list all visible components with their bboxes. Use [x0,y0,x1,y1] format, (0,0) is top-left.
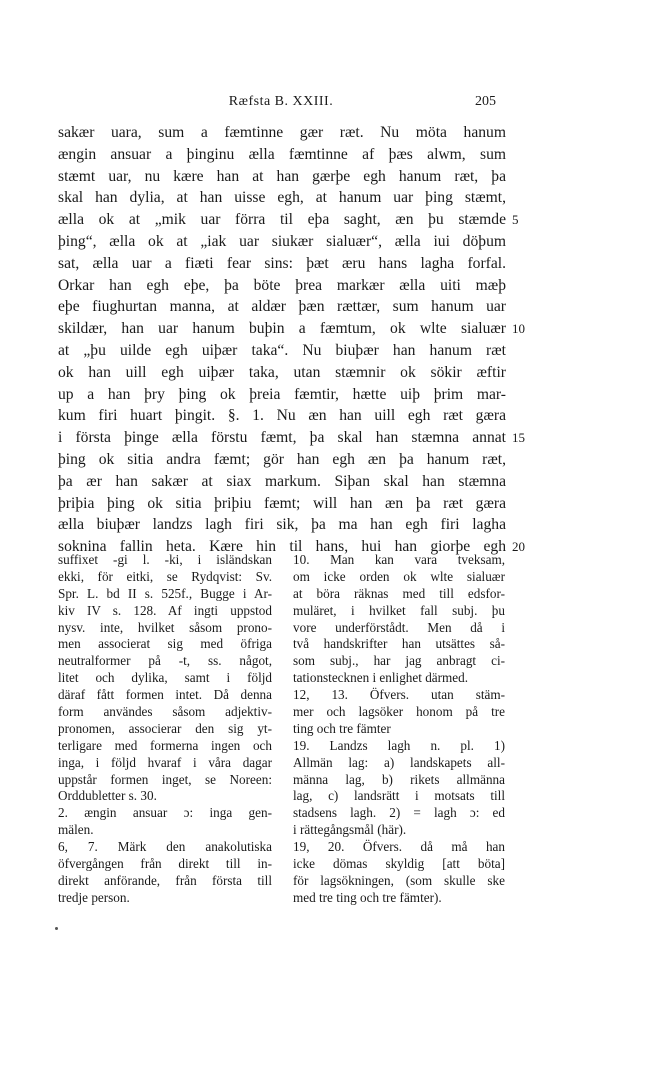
note-line: lag, c) landsrätt i motsats till [293,788,505,804]
note-line: däraf fått formen intet. Då denna [58,687,272,703]
line-number: 10 [512,321,525,337]
text-line: up a han þry þing ok þreia fæmtir, hætte uiþ þrim mar- [58,385,506,403]
line-number: 5 [512,212,519,228]
note-line: två handskrifter han utsättes så- [293,636,505,652]
note-line: tredje person. [58,889,130,905]
text-line: ængin ansuar a þinginu ælla fæmtinne af þæs alwm, sum [58,145,506,163]
note-line: männa lag, b) rikets allmänna [293,771,505,787]
text-line: eþe fiughurtan manna, at aldær þæn rættær, sum hanum uar [58,298,506,316]
text-line: at „þu uilde egh uiþær taka“. Nu biuþær han hanum ræt [58,341,506,359]
note-line: ting och tre fämter [293,720,391,736]
note-line: form användes såsom adjektiv- [58,704,272,720]
text-line: þing ok sitia andra fæmt; gör han egh æn þa hanum ræt, [58,450,506,468]
note-line: 2. ængin ansuar ɔ: inga gen- [58,805,272,821]
note-line: ekki, för eitki, se Rydqvist: Sv. [58,568,272,584]
note-line: terligare med formerna ingen och [58,737,272,753]
note-line: litet och dylika, samt i följd [58,670,272,686]
notes-left-column [58,552,272,907]
notes-right-column [293,552,505,907]
note-line: Orddubletter s. 30. [58,788,157,804]
line-number: 15 [512,430,525,446]
note-line: pronomen, associerar den sig yt- [58,720,272,736]
text-line: ælla biuþær landzs lagh firi sik, þa ma han egh firi lagha [58,516,506,534]
text-line: stæmt uar, nu kære han at han gærþe egh hanum ræt, þa [58,167,506,185]
stray-mark [55,927,58,930]
note-line: men associerat sig med öfriga [58,636,272,652]
note-line: kiv IV s. 128. Af ingti uppstod [58,602,272,618]
note-line: 10. Man kan vara tveksam, [293,552,505,567]
note-line: mer och lagsöker honom på tre [293,704,505,720]
note-line: för lagsökningen, (som skulle ske [293,872,505,888]
running-header [58,94,504,118]
line-number: 20 [512,539,525,555]
note-line: i rättegångsmål (här). [293,822,407,838]
note-line: muläret, i hvilket fall subj. þu [293,602,505,618]
note-line: med tre ting och tre fämter). [293,889,442,905]
note-line: at böra räknas med till edsfor- [293,585,505,601]
note-line: öfvergången från direkt till in- [58,856,272,872]
note-line: Spr. L. bd II s. 525f., Bugge i Ar- [58,585,272,601]
note-line: inga, i följd hvaraf i våra dagar [58,754,272,770]
text-line: þing“, ælla ok at „iak uar siukær sialuær“, ælla iui döþum [58,232,506,250]
note-line: som subj., har jag anbragt ci- [293,653,505,669]
text-line: ælla ok at „mik uar förra til eþa saght, æn þu stæmde 5 [58,209,506,231]
main-text [58,122,525,558]
note-line: uppstår formen inget, se Noreen: [58,771,272,787]
note-line: mälen. [58,822,94,838]
note-line: nysv. inte, hvilket såsom prono- [58,619,272,635]
note-line: tationstecknen i enlighet därmed. [293,670,469,686]
note-line: 19. Landzs lagh n. pl. 1) [293,737,505,753]
text-line: kum firi huart þingit. §. 1. Nu æn han uill egh ræt gæra [58,407,506,425]
text-line: sakær uara, sum a fæmtinne gær ræt. Nu möta hanum [58,124,506,141]
note-line: icke dömas skyldig [att böta] [293,856,505,872]
text-line: i första þinge ælla förstu fæmt, þa skal han stæmna annat 15 [58,427,506,449]
text-line: soknina fallin heta. Kære hin til hans, hui han giorþe egh 20 [58,536,506,558]
text-line: Orkar han egh eþe, þa böte þrea markær ælla uiti mæþ [58,276,506,294]
note-line: 6, 7. Märk den anakolutiska [58,839,272,855]
note-line: suffixet -gi l. -ki, i isländskan [58,552,272,567]
note-line: neutralformer på -t, ss. något, [58,653,272,669]
note-line: direkt anförande, från första till [58,872,272,888]
note-line: Allmän lag: a) landskapets all- [293,754,505,770]
note-line: 19, 20. Öfvers. då må han [293,839,505,855]
text-line: ok han uill egh uiþær taka, utan stæmnir ok sökir æftir [58,363,506,381]
text-line: þa ær han sakær at siax markum. Siþan skal han stæmna [58,472,506,490]
text-line: skal han dylia, at han uisse egh, at hanum uar þing stæmt, [58,189,506,207]
note-line: om icke orden ok wlte sialuær [293,568,505,584]
page-number: 205 [475,94,496,109]
note-line: stadsens lagh. 2) = lagh ɔ: ed [293,805,505,821]
running-title: Ræfsta B. XXIII. [228,94,334,109]
text-line: sat, ælla uar a fiæti fear sins: þæt æru hans lagha forfal. [58,254,506,272]
text-line: þriþia þing ok sitia þriþiu fæmt; will han æn þa ræt gæra [58,494,506,512]
note-line: vore underförstådt. Men då i [293,619,505,635]
note-line: 12, 13. Öfvers. utan stäm- [293,687,505,703]
text-line: skildær, han uar hanum buþin a fæmtum, ok wlte sialuær 10 [58,318,506,340]
